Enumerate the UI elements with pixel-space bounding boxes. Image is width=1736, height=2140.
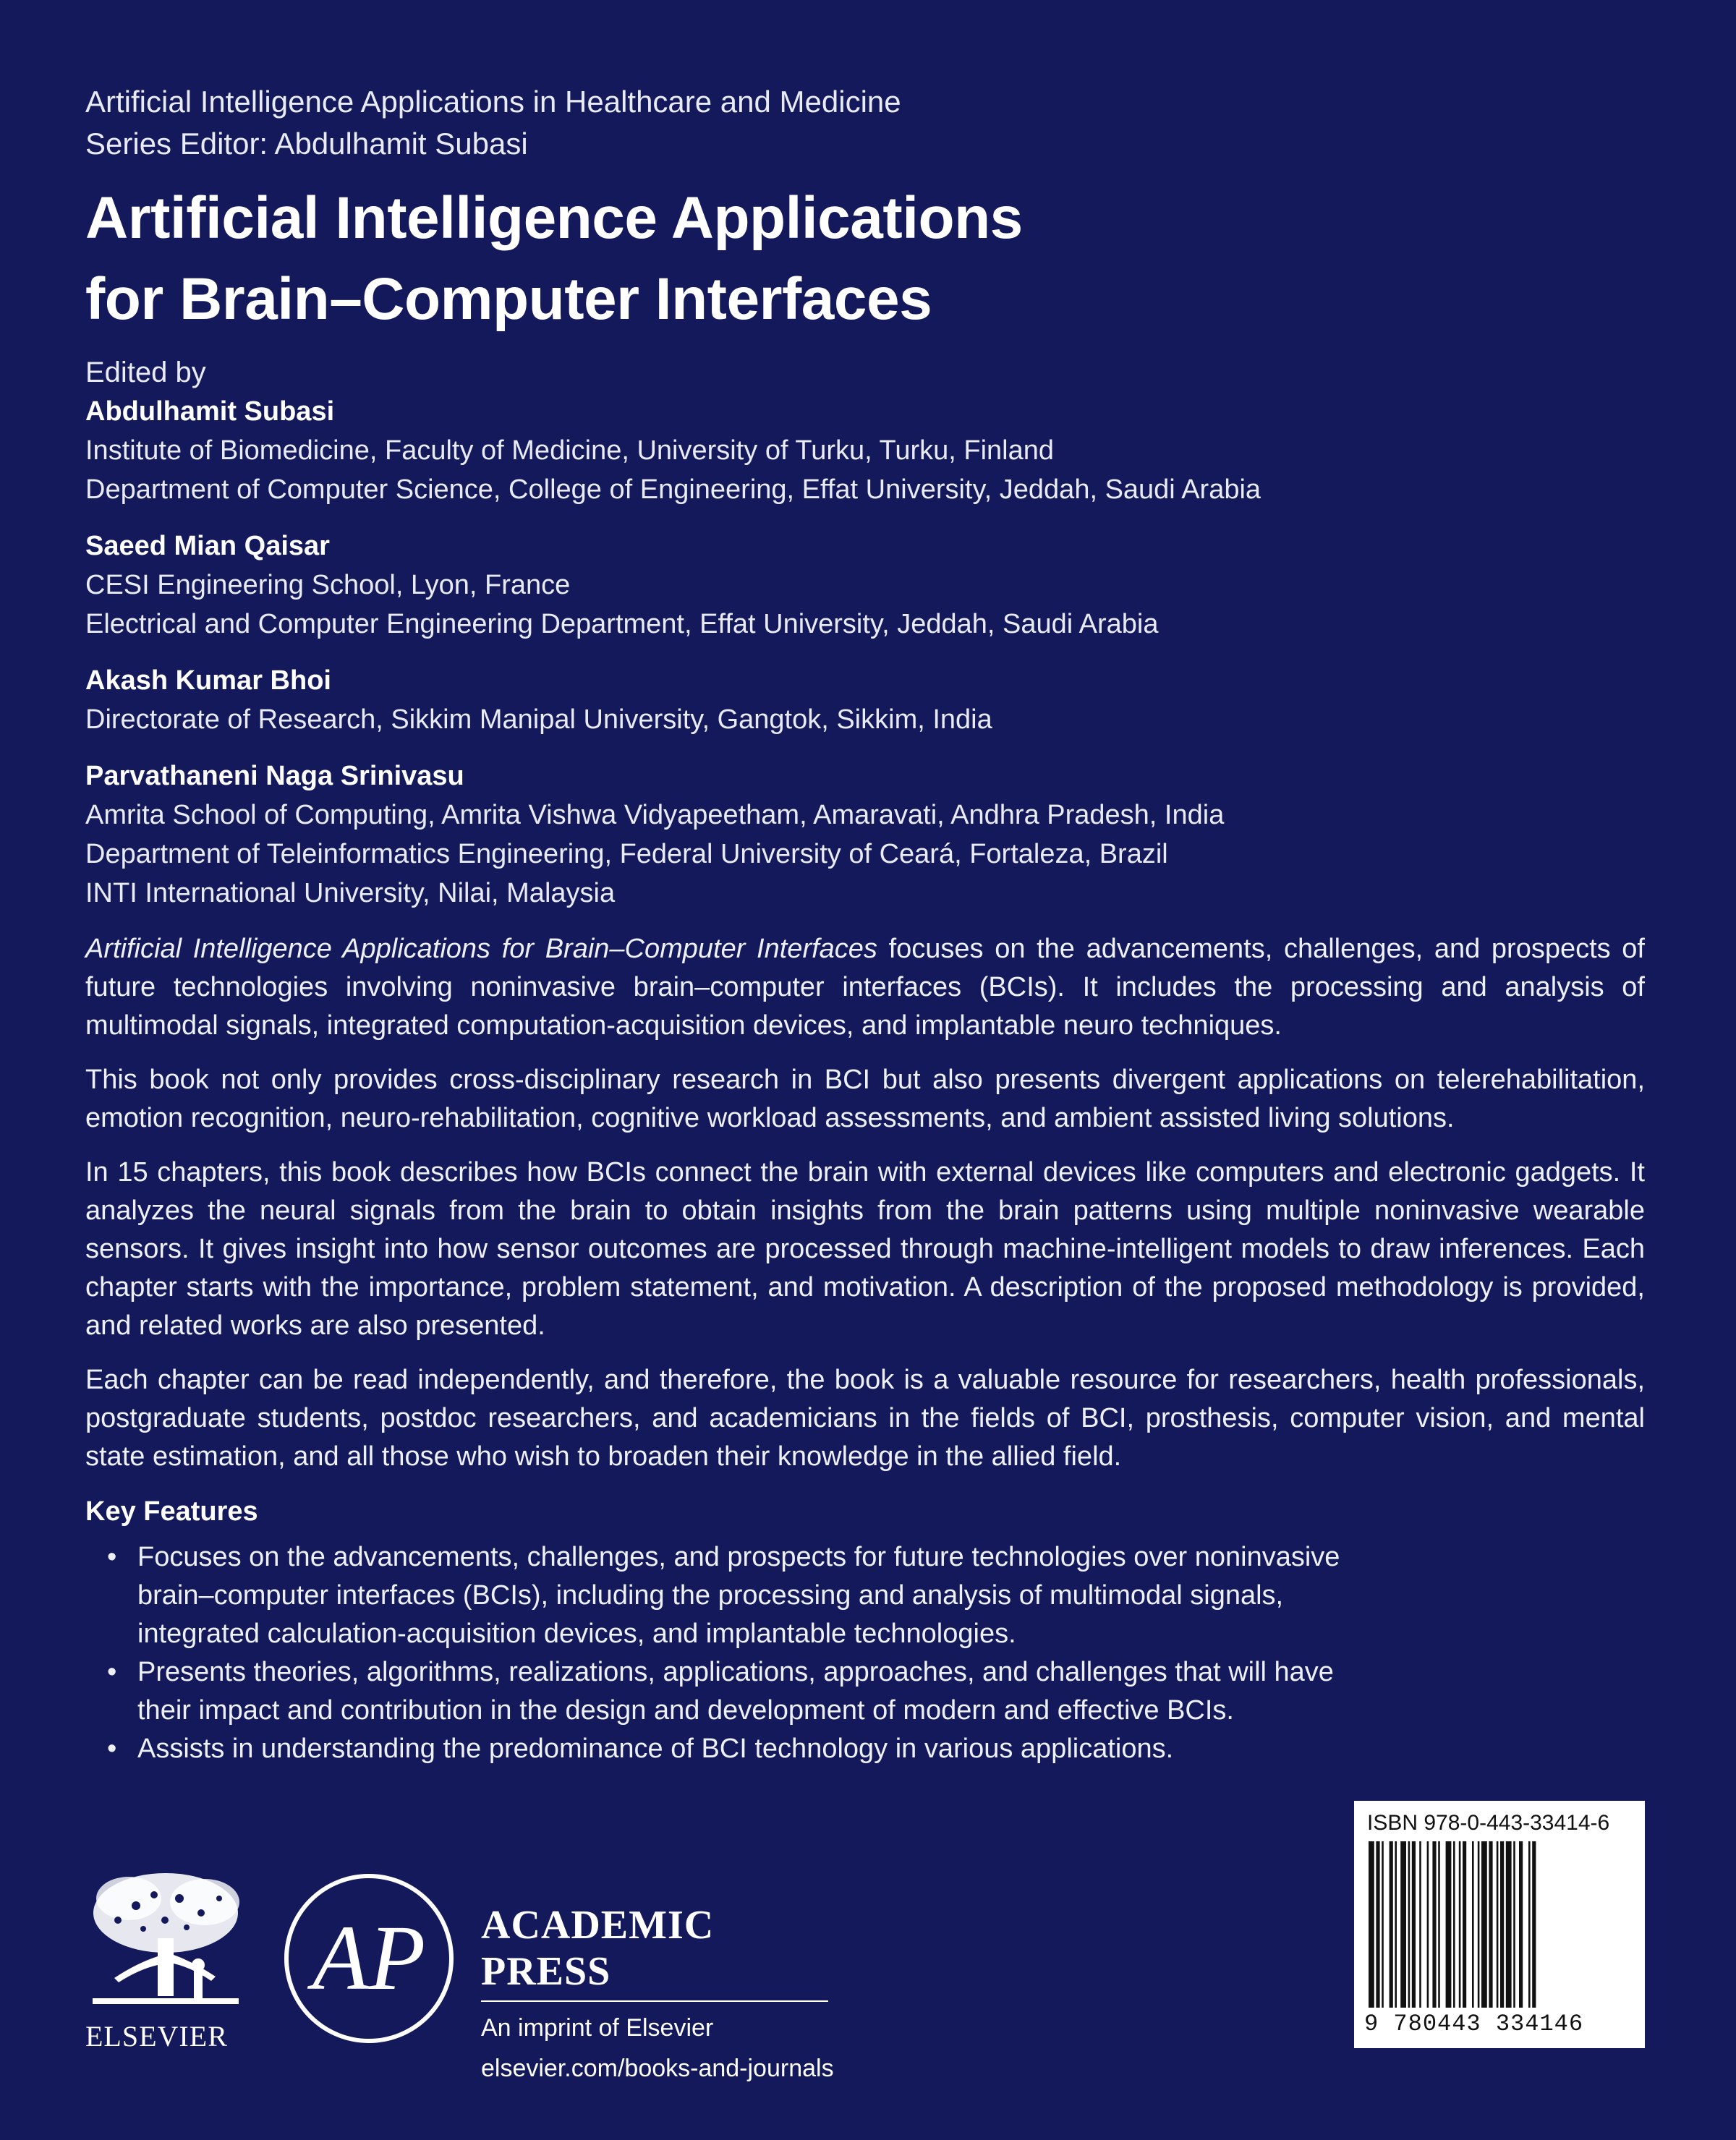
barcode-bar	[1513, 1841, 1515, 2008]
description-paragraph-3: In 15 chapters, this book describes how BCIs connect the brain with external devices like computers and electronic gadgets. It analyzes the neural signals from the brain to obtain insights from the brain patterns using multiple noninvasive wearable sensors. It gives insight into how sensor outcomes are processed through machine-intelligent models to draw inferences. Each chapter starts with the importance, problem statement, and motivation. A description of the proposed methodology is provided, and related works are also presented.	[85, 1157, 1645, 1341]
editor-block	[85, 392, 1645, 509]
barcode-bar	[1390, 1841, 1393, 2008]
back-cover-content	[85, 81, 1645, 1768]
editor-name: Abdulhamit Subasi	[85, 396, 335, 427]
editor-name: Saeed Mian Qaisar	[85, 531, 330, 561]
barcode-bar	[1481, 1841, 1487, 2008]
key-feature-text: Focuses on the advancements, challenges, and prospects for future technologies over noninvasive brain–computer interfaces (BCIs), including the processing and analysis of multimodal signals, integrated calculation-acquisition devices, and implantable technologies.	[137, 1542, 1340, 1649]
barcode-bar	[1446, 1841, 1452, 2008]
editor-block	[85, 661, 1645, 739]
book-title-line-1: Artificial Intelligence Applications	[85, 185, 1023, 251]
book-title	[85, 178, 1645, 340]
key-feature-item	[85, 1653, 1387, 1730]
editor-list	[85, 392, 1645, 913]
barcode-bar	[1459, 1841, 1461, 2008]
barcode-bar	[1519, 1841, 1523, 2008]
barcode-bars	[1369, 1841, 1630, 2008]
elsevier-tree-icon	[85, 1870, 246, 2014]
barcode-bar	[1427, 1841, 1429, 2008]
barcode-bar	[1412, 1841, 1416, 2008]
barcode-bar	[1463, 1841, 1466, 2008]
editor-affiliation: Department of Teleinformatics Engineering, Federal University of Ceará, Fortaleza, Brazil	[85, 839, 1168, 869]
barcode-bar	[1395, 1841, 1397, 2008]
isbn-barcode	[1354, 1801, 1645, 2048]
series-editor: Series Editor: Abdulhamit Subasi	[85, 127, 528, 161]
barcode-bar	[1453, 1841, 1455, 2008]
publisher-url: elsevier.com/books-and-journals	[481, 2055, 834, 2082]
barcode-bar	[1528, 1841, 1531, 2008]
key-features-list	[85, 1538, 1387, 1768]
imprint-block	[481, 1902, 834, 2089]
key-feature-text: Assists in understanding the predominance of BCI technology in various applications.	[137, 1734, 1174, 1764]
editor-name: Parvathaneni Naga Srinivasu	[85, 761, 464, 791]
edited-by-label: Edited by	[85, 357, 206, 388]
key-feature-text: Presents theories, algorithms, realizations, applications, approaches, and challenges that will have their impact and contribution in the design and development of modern and effective BCIs.	[137, 1657, 1334, 1726]
key-feature-item	[85, 1730, 1387, 1768]
elsevier-logo	[85, 1870, 246, 2052]
imprint-line: An imprint of Elsevier	[481, 2014, 714, 2042]
barcode-bar	[1500, 1841, 1504, 2008]
academic-press-logo	[282, 1872, 456, 2049]
barcode-bar	[1506, 1841, 1512, 2008]
barcode-bar	[1432, 1841, 1436, 2008]
editor-affiliation: Department of Computer Science, College of Engineering, Effat University, Jeddah, Saudi Arabia	[85, 474, 1261, 505]
editor-affiliation: Amrita School of Computing, Amrita Vishwa Vidyapeetham, Amaravati, Andhra Pradesh, India	[85, 800, 1225, 830]
barcode-bar	[1489, 1841, 1492, 2008]
editor-block	[85, 756, 1645, 913]
barcode-bar	[1369, 1841, 1374, 2008]
editor-affiliation: Directorate of Research, Sikkim Manipal University, Gangtok, Sikkim, India	[85, 704, 992, 735]
description-paragraph-1-text: focuses on the advancements, challenges, and prospects of future technologies involving noninvasive brain–computer interfaces (BCIs). It includes the processing and analysis of multimodal signals, integrated computation-acquisition devices, and implantable neuro techniques.	[85, 934, 1645, 1041]
barcode-bar	[1419, 1841, 1421, 2008]
editor-affiliation: Electrical and Computer Engineering Department, Effat University, Jeddah, Saudi Arabia	[85, 609, 1159, 639]
barcode-bar	[1478, 1841, 1480, 2008]
series-title: Artificial Intelligence Applications in Healthcare and Medicine	[85, 85, 901, 119]
barcode-bar	[1376, 1841, 1379, 2008]
key-feature-item	[85, 1538, 1387, 1653]
book-title-italic: Artificial Intelligence Applications for Brain–Computer Interfaces	[85, 934, 877, 964]
barcode-bar	[1408, 1841, 1410, 2008]
editor-affiliation: INTI International University, Nilai, Malaysia	[85, 878, 616, 908]
isbn-label: ISBN 978-0-443-33414-6	[1367, 1811, 1610, 1835]
description-paragraph-2: This book not only provides cross-disciplinary research in BCI but also presents divergent applications on telerehabilitation, emotion recognition, neuro-rehabilitation, cognitive workload assessments, and ambient assisted living solutions.	[85, 1065, 1645, 1133]
bullet-icon: •	[107, 1734, 117, 1764]
elsevier-wordmark: ELSEVIER	[85, 2020, 228, 2052]
editor-affiliation: Institute of Biomedicine, Faculty of Medicine, University of Turku, Turku, Finland	[85, 435, 1055, 466]
barcode-bar	[1382, 1841, 1384, 2008]
description-paragraph-4: Each chapter can be read independently, and therefore, the book is a valuable resource for researchers, health professionals, postgraduate students, postdoc researchers, and academicians in the fields of BCI, prosthesis, computer vision, and mental state estimation, and all those who wish to broaden their knowledge in the allied field.	[85, 1365, 1645, 1472]
editor-affiliation: CESI Engineering School, Lyon, France	[85, 570, 571, 600]
bullet-icon: •	[107, 1657, 117, 1687]
description-paragraph-1	[85, 930, 1645, 1045]
barcode-bar	[1400, 1841, 1406, 2008]
book-title-line-2: for Brain–Computer Interfaces	[85, 266, 932, 332]
barcode-bar	[1497, 1841, 1499, 2008]
imprint-name: ACADEMIC PRESS	[481, 1902, 828, 2002]
barcode-bar	[1532, 1841, 1536, 2008]
barcode-bar	[1438, 1841, 1440, 2008]
ap-monogram-text: AP	[312, 1906, 426, 2009]
ap-monogram-icon	[282, 1872, 456, 2045]
bullet-icon: •	[107, 1542, 117, 1572]
editor-block	[85, 527, 1645, 644]
barcode-digits: 9 780443 334146	[1364, 2011, 1584, 2037]
editor-name: Akash Kumar Bhoi	[85, 665, 331, 696]
key-features-heading: Key Features	[85, 1496, 258, 1527]
barcode-bar	[1472, 1841, 1474, 2008]
